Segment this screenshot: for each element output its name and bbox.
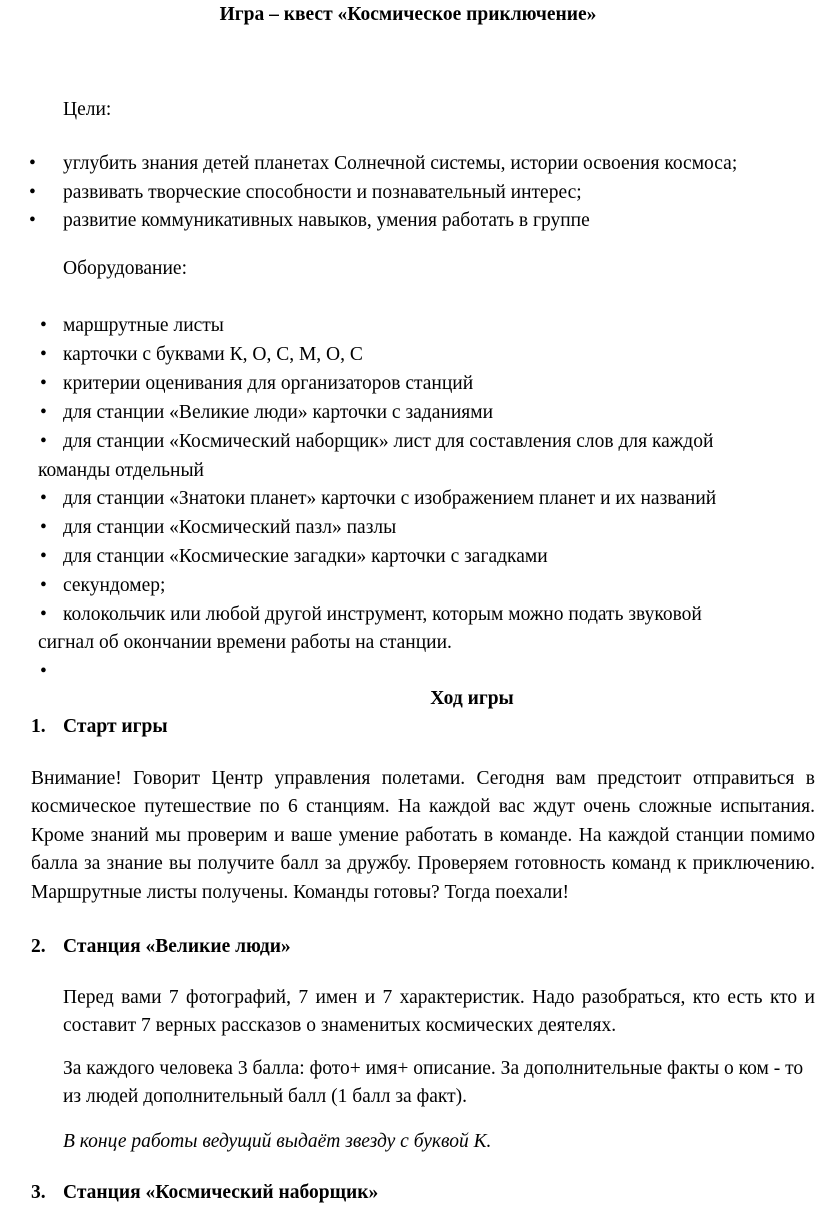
- bullet-icon: •: [40, 315, 47, 336]
- document-page: Игра – квест «Космическое приключение» Цели: • углубить знания детей планетах Солнечной системы, истории освоения космоса; • развивать творческие способности и познавательный интерес; • развитие коммуникативных навыков, умения работать в группе Оборудование: • маршрутные листы • карточки с буквами К, О, С, М, О, С • критерии оценивания для организаторов станций • для станции «Великие люди» карточки с заданиями • для станции «Космический наборщик» лист для составления слов для каждой команды отдельный • для станции «Знатоки планет» карточки с изображением планет и их названий • для станции «Космический пазл» пазлы • для станции «Космические загадки» карточки с загадками • секундомер; • колокольчик или любой другой инструмент, которым можно подать звуковой сигнал об окончании времени работы на станции. • Ход игры 1. Старт игры Внимание! Говорит Центр управления полетами. Сегодня вам предстоит отправиться в космическое путешествие по 6 станциям. На каждой вас ждут очень сложные испытания. Кроме знаний мы проверим и ваше умение работать в команде. На каждой станции помимо балла за знание вы получите балл за дружбу. Проверяем готовность команд к приключению. Маршрутные листы получены. Команды готовы? Тогда поехали! 2. Станция «Великие люди» Перед вами 7 фотографий, 7 имен и 7 характеристик. Надо разобраться, кто есть кто и составит 7 верных рассказов о знаменитых космических деятелях. За каждого человека 3 балла: фото+ имя+ описание. За дополнительные факты о ком - то из людей дополнительный балл (1 балл за факт). В конце работы ведущий выдаёт звезду с буквой К. 3. Станция «Космический наборщик»: [0, 0, 816, 1231]
- section-title: Старт игры: [63, 716, 168, 737]
- section-number: 3.: [31, 1182, 46, 1203]
- paragraph: Перед вами 7 фотографий, 7 имен и 7 характеристик. Надо разобраться, кто есть кто и составит 7 верных рассказов о знаменитых космических деятелях.: [63, 987, 815, 1037]
- bullet-icon: •: [40, 402, 47, 423]
- section-number: 1.: [31, 716, 46, 737]
- paragraph-italic: В конце работы ведущий выдаёт звезду с буквой К.: [63, 1131, 492, 1152]
- list-item-continuation: команды отдельный: [38, 460, 204, 481]
- bullet-icon: •: [40, 517, 47, 538]
- bullet-icon: •: [40, 546, 47, 567]
- bullet-icon: •: [40, 344, 47, 365]
- goals-heading: Цели:: [63, 99, 112, 120]
- bullet-icon: •: [40, 575, 47, 596]
- bullet-icon: •: [40, 373, 47, 394]
- section-heading: Ход игры: [430, 688, 514, 709]
- bullet-icon: •: [29, 182, 36, 203]
- equipment-heading: Оборудование:: [63, 258, 187, 279]
- paragraph: Внимание! Говорит Центр управления полетами. Сегодня вам предстоит отправиться в космическое путешествие по 6 станциям. На каждой вас ждут очень сложные испытания. Кроме знаний мы проверим и ваше умение работать в команде. На каждой станции помимо балла за знание вы получите балл за дружбу. Проверяем готовность команд к приключению. Маршрутные листы получены. Команды готовы? Тогда поехали!: [31, 768, 815, 903]
- section-title: Станция «Космический наборщик»: [63, 1182, 379, 1203]
- paragraph: За каждого человека 3 балла: фото+ имя+ описание. За дополнительные факты о ком - то из людей дополнительный балл (1 балл за факт).: [63, 1058, 804, 1108]
- bullet-icon: •: [40, 431, 47, 452]
- bullet-icon: •: [29, 153, 36, 174]
- bullet-icon: •: [40, 661, 47, 682]
- bullet-icon: •: [40, 488, 47, 509]
- list-item-continuation: сигнал об окончании времени работы на станции.: [38, 632, 452, 653]
- bullet-icon: •: [29, 210, 36, 231]
- section-title: Станция «Великие люди»: [63, 936, 291, 957]
- page-title: Игра – квест «Космическое приключение»: [219, 4, 597, 25]
- bullet-icon: •: [40, 604, 47, 625]
- section-number: 2.: [31, 936, 46, 957]
